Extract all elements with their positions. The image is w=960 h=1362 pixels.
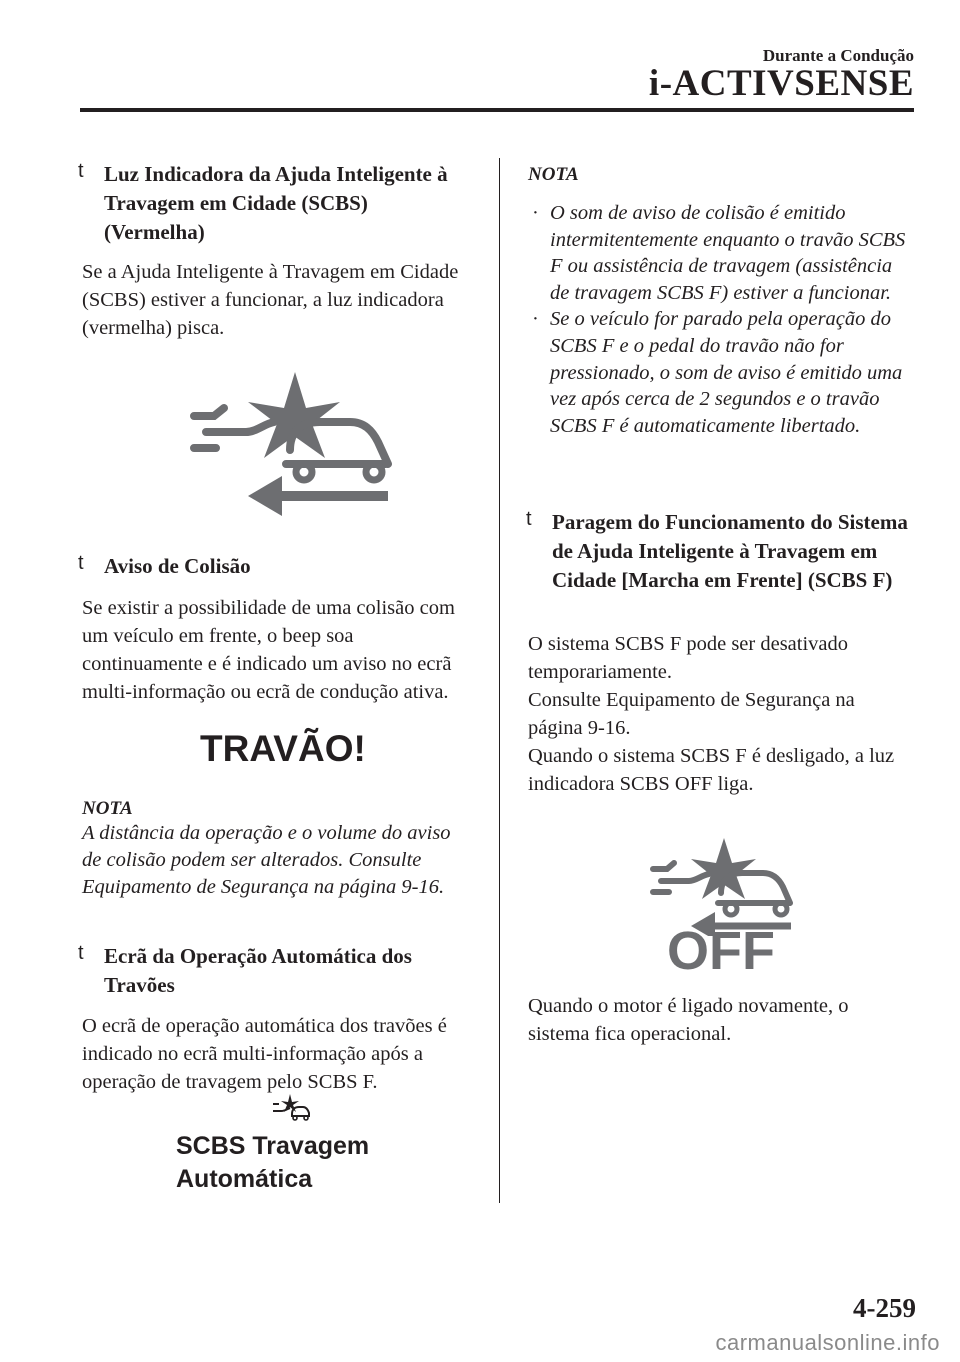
paragraph: Quando o motor é ligado novamente, o sistema fica operacional.	[528, 995, 849, 1045]
chapter-label: Durante a Condução	[762, 46, 914, 65]
paragraph: Se existir a possibilidade de uma colisão com um veículo em frente, o beep soa continuamente e é indicado um aviso no ecrã multi-informação ou ecrã de condução ativa.	[82, 597, 455, 703]
paragraph: O ecrã de operação automática dos travões é indicado no ecrã multi-informação após a operação de travagem pelo SCBS F.	[82, 1015, 447, 1093]
scbs-indicator-icon	[190, 372, 400, 522]
section-heading: Luz Indicadora da Ajuda Inteligente à Travagem em Cidade (SCBS) (Vermelha)	[104, 162, 448, 244]
watermark: carmanualsonline.info	[715, 1330, 940, 1355]
section-bullet: t	[526, 508, 532, 530]
note-text: A distância da operação e o volume do aviso de colisão podem ser alterados. Consulte Equipamento de Segurança na página 9-16.	[82, 822, 451, 898]
section-heading: Aviso de Colisão	[104, 554, 251, 578]
paragraph: Quando o sistema SCBS F é desligado, a luz indicadora SCBS OFF liga.	[528, 745, 895, 795]
page-number: 4-259	[853, 1293, 916, 1323]
column-divider	[499, 158, 500, 1203]
paragraph: Se a Ajuda Inteligente à Travagem em Cidade (SCBS) estiver a funcionar, a luz indicadora (vermelha) pisca.	[82, 261, 459, 339]
section-stop-scbs	[526, 508, 916, 595]
off-label: OFF	[667, 921, 775, 981]
note-item: · O som de aviso de colisão é emitido intermitentemente enquanto o travão SCBS F ou assistência de travagem (assistência de travagem SCBS F) estiver a funcionar.	[532, 202, 906, 304]
section-collision-warning	[78, 552, 468, 581]
auto-brake-small-icon	[272, 1094, 310, 1122]
bullet-dot: ·	[532, 308, 539, 331]
section-title: i-ACTIVSENSE	[648, 63, 914, 104]
paragraph: O sistema SCBS F pode ser desativado temporariamente.	[528, 633, 849, 683]
section-bullet: t	[78, 160, 84, 182]
auto-brake-message	[176, 1130, 369, 1196]
section-scbs-indicator	[78, 160, 468, 247]
note-item: · Se o veículo for parado pela operação do SCBS F e o pedal do travão não for pressionado, o som de aviso é emitido uma vez após cerca de 2 segundos e o travão SCBS F é automaticamente libertado.	[532, 308, 903, 437]
auto-brake-line-2: Automática	[176, 1165, 313, 1193]
bullet-dot: ·	[532, 202, 539, 224]
section-heading: Paragem do Funcionamento do Sistema de Ajuda Inteligente à Travagem em Cidade [Marcha em Frente] (SCBS F)	[552, 510, 908, 592]
stop-scbs-body	[528, 630, 908, 798]
paragraph: Consulte Equipamento de Segurança na página 9-16.	[528, 689, 855, 739]
auto-brake-line-1: SCBS Travagem	[176, 1132, 370, 1160]
note-label: NOTA	[82, 798, 133, 819]
note-list	[528, 200, 908, 439]
section-heading: Ecrã da Operação Automática dos Travões	[104, 944, 412, 997]
brake-warning-display: TRAVÃO!	[200, 728, 366, 769]
note-label: NOTA	[528, 164, 579, 185]
section-auto-brake-display	[78, 942, 468, 1000]
section-bullet: t	[78, 552, 84, 574]
section-bullet: t	[78, 942, 84, 964]
header-divider	[80, 108, 914, 112]
